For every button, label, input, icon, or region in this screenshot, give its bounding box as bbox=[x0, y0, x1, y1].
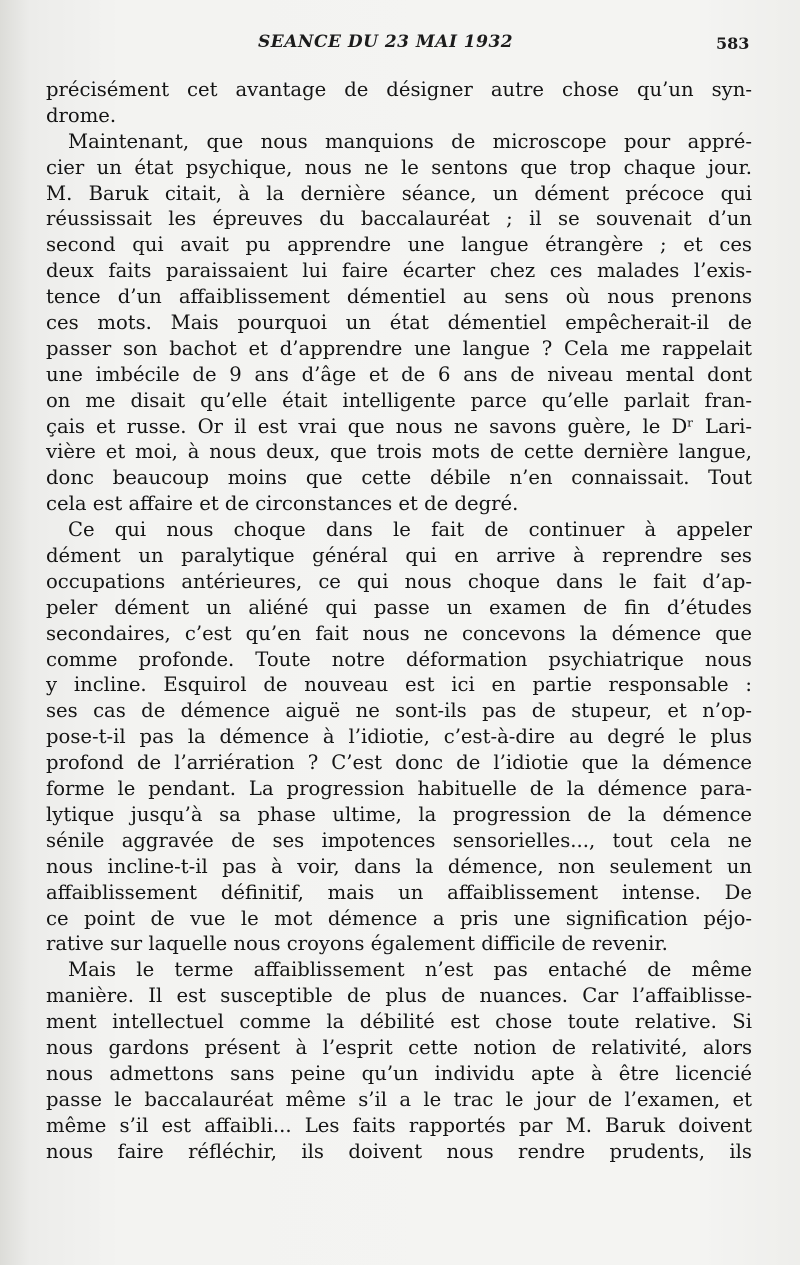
text-line: ces mots. Mais pourquoi un état démentiel empêcherait-il de bbox=[46, 311, 752, 335]
text-line: sénile aggravée de ses impotences sensorielles..., tout cela ne bbox=[46, 828, 752, 852]
text-line: cela est affaire et de circonstances et de degré. bbox=[46, 492, 519, 516]
text-line: réussissait les épreuves du baccalauréat ; il se souvenait d’un bbox=[46, 207, 752, 231]
text-line: affaiblissement définitif, mais un affaiblissement intense. De bbox=[46, 880, 752, 904]
text-line: passer son bachot et d’apprendre une langue ? Cela me rappelait bbox=[46, 336, 752, 360]
text-line: nous incline-t-il pas à voir, dans la démence, non seulement un bbox=[46, 854, 752, 878]
text-line: deux faits paraissaient lui faire écarter chez ces malades l’exis- bbox=[46, 259, 752, 283]
text-line: précisément cet avantage de désigner autre chose qu’un syn- bbox=[46, 78, 752, 101]
text-line: manière. Il est susceptible de plus de nuances. Car l’affaiblisse- bbox=[46, 984, 752, 1008]
text-line: lytique jusqu’à sa phase ultime, la progression de la démence bbox=[46, 802, 752, 826]
body-text bbox=[46, 77, 752, 1164]
text-line: Mais le terme affaiblissement n’est pas entaché de même bbox=[68, 958, 752, 982]
text-line: vière et moi, à nous deux, que trois mots de cette dernière langue, bbox=[46, 440, 752, 464]
paragraph-2 bbox=[46, 129, 752, 517]
text-line: on me disait qu’elle était intelligente parce qu’elle parlait fran- bbox=[46, 388, 752, 412]
text-line: cier un état psychique, nous ne le sentons que trop chaque jour. bbox=[46, 155, 752, 179]
text-line: M. Baruk citait, à la dernière séance, un dément précoce qui bbox=[46, 181, 752, 205]
paragraph-3 bbox=[46, 517, 752, 957]
text-line: passe le baccalauréat même s’il a le trac le jour de l’examen, et bbox=[46, 1087, 752, 1111]
text-line: Ce qui nous choque dans le fait de continuer à appeler bbox=[68, 518, 752, 542]
text-line: çais et russe. Or il est vrai que nous ne savons guère, le Dʳ Lari- bbox=[46, 414, 752, 438]
running-title: SEANCE DU 23 MAI 1932 bbox=[258, 32, 514, 52]
text-line: Maintenant, que nous manquions de microscope pour appré- bbox=[68, 129, 752, 153]
text-line: même s’il est affaibli... Les faits rapportés par M. Baruk doivent bbox=[46, 1113, 752, 1137]
text-line: ses cas de démence aiguë ne sont-ils pas de stupeur, et n’op- bbox=[46, 699, 752, 723]
text-line: tence d’un affaiblissement démentiel au sens où nous prenons bbox=[46, 285, 752, 309]
text-line: une imbécile de 9 ans d’âge et de 6 ans de niveau mental dont bbox=[46, 362, 752, 386]
text-line: secondaires, c’est qu’en fait nous ne concevons la démence que bbox=[46, 621, 752, 645]
text-line: ment intellectuel comme la débilité est chose toute relative. Si bbox=[46, 1010, 752, 1034]
text-line: pose-t-il pas la démence à l’idiotie, c’est-à-dire au degré le plus bbox=[46, 725, 752, 749]
text-line: nous faire réfléchir, ils doivent nous rendre prudents, ils bbox=[46, 1139, 752, 1163]
text-line: rative sur laquelle nous croyons également difficile de revenir. bbox=[46, 932, 668, 956]
paragraph-1 bbox=[46, 77, 752, 129]
text-line: ce point de vue le mot démence a pris une signification péjo- bbox=[46, 906, 752, 930]
page-header bbox=[0, 30, 800, 60]
page-number: 583 bbox=[716, 34, 750, 53]
text-line: nous gardons présent à l’esprit cette notion de relativité, alors bbox=[46, 1035, 752, 1059]
text-line: occupations antérieures, ce qui nous choque dans le fait d’ap- bbox=[46, 569, 752, 593]
text-line: nous admettons sans peine qu’un individu apte à être licencié bbox=[46, 1061, 752, 1085]
text-line: dément un paralytique général qui en arrive à reprendre ses bbox=[46, 544, 752, 568]
text-line: peler dément un aliéné qui passe un examen de fin d’études bbox=[46, 595, 752, 619]
text-line: second qui avait pu apprendre une langue étrangère ; et ces bbox=[46, 233, 752, 257]
text-line: drome. bbox=[46, 103, 117, 127]
text-line: comme profonde. Toute notre déformation psychiatrique nous bbox=[46, 647, 752, 671]
text-line: donc beaucoup moins que cette débile n’en connaissait. Tout bbox=[46, 466, 752, 490]
paragraph-4 bbox=[46, 957, 752, 1164]
text-line: y incline. Esquirol de nouveau est ici en partie responsable : bbox=[46, 673, 752, 697]
text-line: profond de l’arriération ? C’est donc de l’idiotie que la démence bbox=[46, 751, 752, 775]
text-line: forme le pendant. La progression habituelle de la démence para- bbox=[46, 777, 752, 801]
